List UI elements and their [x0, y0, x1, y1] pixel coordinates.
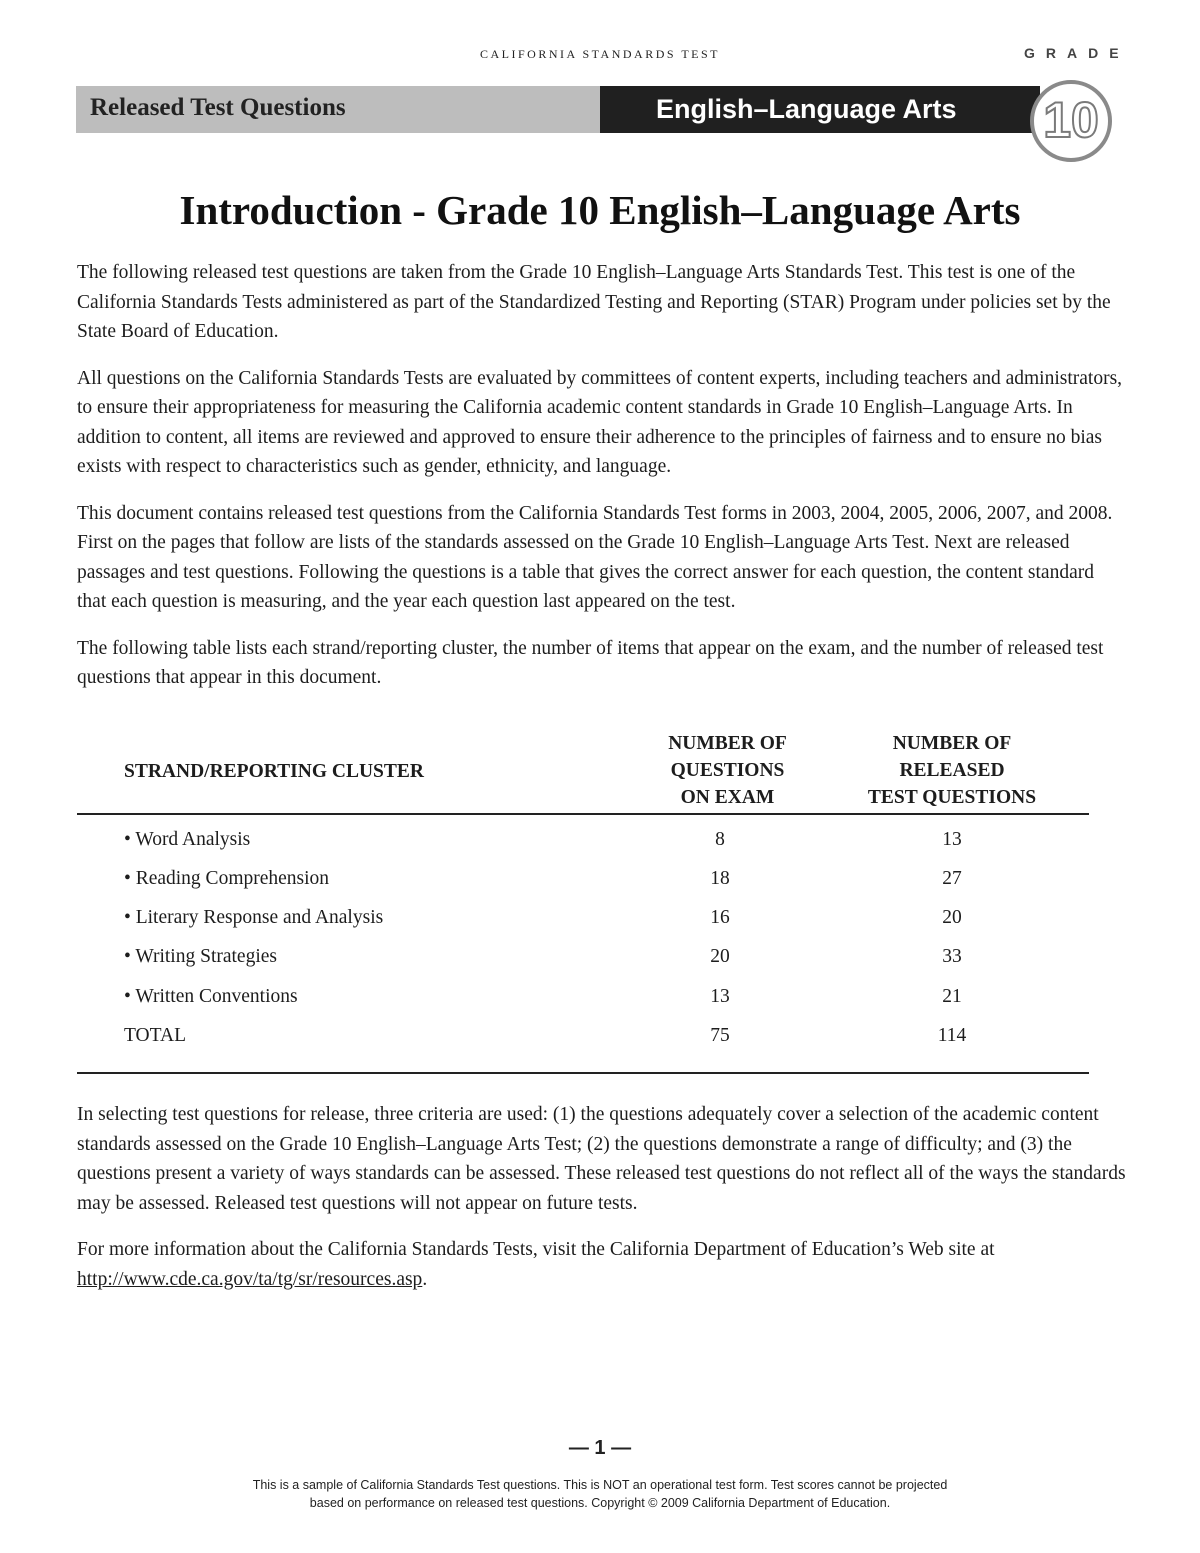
header-cluster: STRAND/REPORTING CLUSTER	[124, 760, 424, 782]
grade-badge	[1030, 80, 1112, 162]
main-content	[77, 258, 1127, 1311]
evaluation-paragraph: All questions on the California Standards Tests are evaluated by committees of content experts, including teachers and administrators, to ensure their appropriateness for measuring the California academic content standards in Grade 10 English–Language Arts. In addition to content, all items are reviewed and approved to ensure their adherence to the principles of fairness and to ensure no bias exists with respect to characteristics such as gender, ethnicity, and language.	[77, 367, 1123, 477]
row-cluster: • Word Analysis	[124, 828, 251, 850]
row-exam: 16	[710, 907, 730, 929]
header-exam	[625, 730, 830, 811]
header-released-line2: RELEASED	[899, 759, 1005, 781]
header-exam-line1: NUMBER OF	[668, 732, 787, 754]
grade-label: GRADE	[1024, 45, 1130, 61]
selection-criteria-paragraph: In selecting test questions for release, three criteria are used: (1) the questions adequately cover a selection of the academic content standards assessed on the Grade 10 English–Language Arts Test; (2) the questions demonstrate a range of difficulty; and (3) the questions present a variety of ways standards can be assessed. These released test questions do not reflect all of the ways the standards may be assessed. Released test questions will not appear on future tests.	[77, 1104, 1126, 1214]
more-info-paragraph	[77, 1235, 1127, 1294]
row-released: 21	[942, 985, 962, 1007]
row-exam: 13	[710, 985, 730, 1007]
banner-subject	[600, 86, 1040, 133]
row-exam: 20	[710, 946, 730, 968]
row-released: 33	[942, 946, 962, 968]
row-released: 20	[942, 907, 962, 929]
footer-line1: This is a sample of California Standards Test questions. This is NOT an operational test form. Test scores cannot be projected	[252, 1478, 948, 1492]
row-exam: 8	[715, 828, 725, 850]
table-row	[77, 903, 1089, 942]
header-exam-line3: ON EXAM	[680, 786, 775, 808]
row-cluster: TOTAL	[124, 1024, 186, 1046]
contents-paragraph: This document contains released test questions from the California Standards Test forms in 2003, 2004, 2005, 2006, 2007, and 2008. First on the pages that follow are lists of the standards assessed on the Grade 10 English–Language Arts Test. Next are released passages and test questions. Following the questions is a table that gives the correct answer for each question, the content standard that each question is measuring, and the year each question last appeared on the test.	[77, 502, 1113, 612]
table-intro-paragraph: The following table lists each strand/reporting cluster, the number of items that appear on the exam, and the number of released test questions that appear in this document.	[77, 637, 1104, 688]
table-row-total	[77, 1021, 1089, 1060]
grade-number: 10	[1043, 92, 1099, 148]
header-released	[842, 730, 1062, 811]
header-released-line1: NUMBER OF	[892, 732, 1012, 754]
more-info-trailing: .	[422, 1268, 428, 1290]
row-cluster: • Writing Strategies	[124, 946, 277, 968]
table-row	[77, 825, 1089, 864]
page-title: Introduction - Grade 10 English–Language Arts	[179, 187, 1021, 233]
more-info-text: For more information about the California Standards Tests, visit the California Department of Education’s Web site at	[77, 1239, 995, 1261]
row-exam: 75	[710, 1024, 730, 1046]
cde-resources-link[interactable]: http://www.cde.ca.gov/ta/tg/sr/resources.asp	[77, 1268, 423, 1290]
row-cluster: • Literary Response and Analysis	[124, 907, 384, 929]
row-cluster: • Reading Comprehension	[124, 867, 330, 889]
intro-paragraph: The following released test questions are taken from the Grade 10 English–Language Arts Standards Test. This test is one of the California Standards Tests administered as part of the Standardized Testing and Reporting (STAR) Program under policies set by the State Board of Education.	[77, 262, 1111, 342]
row-released: 13	[942, 828, 962, 850]
page-number: — 1 —	[568, 1437, 632, 1459]
banner-released-questions	[76, 86, 600, 133]
banner-right-text: English–Language Arts	[656, 94, 957, 124]
header-exam-line2: QUESTIONS	[670, 759, 785, 781]
footer-line2: based on performance on released test questions. Copyright © 2009 California Department of Education.	[309, 1496, 891, 1510]
table-header	[77, 731, 1089, 815]
banner-left-text: Released Test Questions	[90, 94, 346, 121]
row-exam: 18	[710, 867, 730, 889]
footer	[0, 1476, 1200, 1512]
cluster-table	[77, 731, 1089, 1075]
table-row	[77, 982, 1089, 1021]
row-released: 27	[942, 867, 962, 889]
running-header: CALIFORNIA STANDARDS TEST	[479, 47, 720, 61]
after-table-section	[77, 1100, 1127, 1294]
table-body	[77, 815, 1089, 1075]
header-released-line3: TEST QUESTIONS	[867, 786, 1037, 808]
row-released: 114	[937, 1024, 967, 1046]
table-row	[77, 942, 1089, 981]
table-row	[77, 864, 1089, 903]
row-cluster: • Written Conventions	[124, 985, 298, 1007]
